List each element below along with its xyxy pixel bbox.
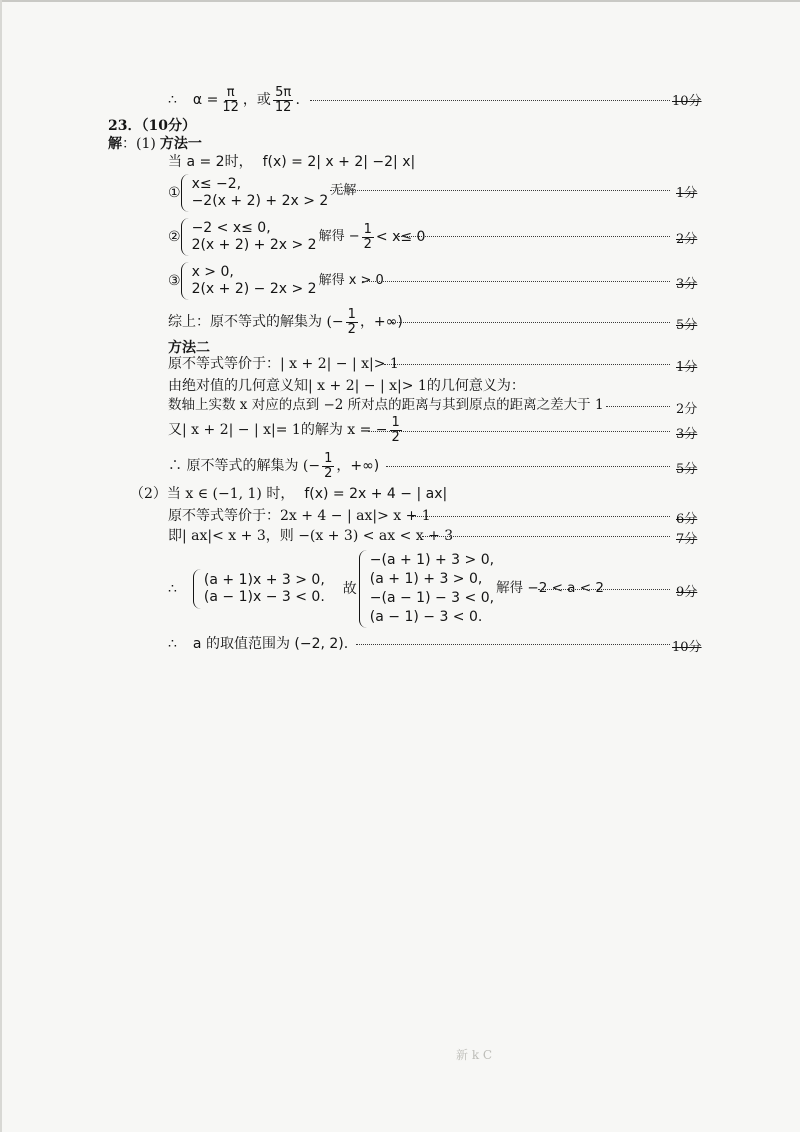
alpha-fraction-1: [220, 86, 241, 114]
inequality-system-1: (a + 1)x + 3 > 0, (a − 1)x − 3 < 0.: [193, 569, 325, 609]
inequality-system-2: −(a + 1) + 3 > 0, (a + 1) + 3 > 0, −(a − 1) − 3 < 0, (a − 1) − 3 < 0.: [359, 550, 494, 628]
score-mark: 5分: [676, 318, 698, 333]
score-mark: 5分: [676, 462, 698, 477]
case-result: 解得 x > 0: [318, 272, 384, 288]
hence-label: 故: [342, 580, 357, 597]
question-23-title: 23．（10分）: [108, 118, 196, 134]
leader-dots: [362, 281, 670, 282]
score-mark: 3分: [676, 277, 698, 292]
part2-line-3: 即| ax|< x + 3，则 −(x + 3) < ax < x + 3: [168, 528, 454, 544]
therefore-symbol: ∴: [168, 636, 177, 652]
brace-icon: [359, 550, 367, 628]
part1-label: ：(1): [122, 136, 156, 152]
method2-result-fraction: $\frac{1}{2}$: [324, 451, 333, 481]
alpha-equation: α =: [192, 92, 219, 109]
part2-result: 解得 −2 < a < 2: [496, 580, 604, 597]
function-definition: f(x) = 2| x + 2| −2| x|: [262, 154, 416, 170]
leader-dots: [310, 100, 670, 101]
brace-icon: [181, 262, 189, 300]
summary1-fraction: $\frac{1}{2}$: [347, 307, 356, 337]
method2-line-3: 数轴上实数 x 对应的点到 −2 所对点的距离与其到原点的距离之差大于 1: [168, 397, 604, 413]
page-edge-left: [0, 0, 2, 1132]
score-mark: 6分: [676, 512, 698, 527]
solution-label: 解: [108, 136, 122, 152]
inequality-system: x≤ −2, −2(x + 2) + 2x > 2: [181, 174, 329, 212]
leader-dots: [538, 589, 670, 590]
leader-dots: [422, 536, 670, 537]
part2-line-2: 原不等式等价于：2x + 4 − | ax|> x + 1: [168, 508, 431, 524]
handwritten-note: 新 k C: [456, 1048, 493, 1062]
case-number: ②: [168, 228, 181, 245]
alpha-fraction-2: [273, 86, 294, 114]
score-mark: 10分: [672, 640, 702, 655]
part2-line-1: （2）当 x ∈ (−1, 1) 时， f(x) = 2x + 4 − | ax|: [130, 486, 448, 502]
therefore-symbol: ∴: [168, 92, 177, 109]
score-mark: 10分: [672, 94, 702, 109]
summary-method1: 综上：原不等式的解集为 (− $\frac{1}{2}$ ，+∞): [168, 307, 403, 337]
leader-dots: [412, 516, 670, 517]
part2-function: f(x) = 2x + 4 − | ax|: [304, 486, 448, 502]
case-1: [168, 174, 356, 212]
score-mark: 9分: [676, 585, 698, 600]
therefore-symbol: ∴: [168, 580, 177, 597]
leader-dots: [356, 644, 670, 645]
case-2: [168, 218, 425, 256]
solution-part1-header: [108, 136, 202, 152]
fraction-denominator: 12: [274, 99, 292, 115]
inequality-system: x > 0, 2(x + 2) − 2x > 2: [181, 262, 317, 300]
score-mark: 2分: [676, 232, 698, 247]
score-mark: 2分: [676, 402, 698, 417]
fraction-numerator: π: [226, 85, 235, 100]
leader-dots: [330, 190, 670, 191]
method2-fraction: $\frac{1}{2}$: [391, 415, 400, 445]
score-mark: 7分: [676, 532, 698, 547]
brace-icon: [181, 218, 189, 256]
case-result-suffix: < x≤ 0: [375, 228, 426, 245]
method2-line-4: 又| x + 2| − | x|= 1的解为 x = − $\frac{1}{2}$: [168, 415, 400, 445]
score-mark: 1分: [676, 186, 698, 201]
method2-label: 方法二: [168, 340, 210, 356]
brace-icon: [181, 174, 189, 212]
method2-line-5: ∴ 原不等式的解集为 (− $\frac{1}{2}$ ，+∞): [168, 451, 380, 481]
case-result: 无解: [330, 182, 357, 198]
final-range: a 的取值范围为 (−2, 2).: [192, 636, 349, 652]
leader-dots: [398, 236, 670, 237]
case-result-prefix: 解得 −: [318, 228, 360, 244]
inequality-system: −2 < x≤ 0, 2(x + 2) + 2x > 2: [181, 218, 317, 256]
fraction-numerator: 5π: [275, 85, 292, 100]
when-a-equals-2: 当 a = 2时， f(x) = 2| x + 2| −2| x|: [168, 154, 416, 170]
fraction-denominator: 12: [222, 99, 239, 115]
leader-dots: [392, 322, 670, 323]
final-answer: [168, 636, 348, 652]
page-edge-top: [0, 0, 800, 2]
score-mark: 3分: [676, 427, 698, 442]
case2-fraction: $\frac{1}{2}$: [363, 221, 372, 252]
leader-dots: [384, 364, 670, 365]
alpha-line: [168, 86, 300, 114]
method1-label: 方法一: [159, 136, 202, 152]
alpha-period: .: [295, 92, 300, 109]
brace-icon: [193, 569, 201, 609]
case-number: ①: [168, 184, 181, 201]
score-mark: 1分: [676, 360, 698, 375]
alpha-or-text: ，或: [242, 92, 271, 109]
case-3: [168, 262, 384, 300]
method2-line-1: 原不等式等价于：| x + 2| − | x|> 1: [168, 356, 399, 372]
method2-line-2: 由绝对值的几何意义知| x + 2| − | x|> 1的几何意义为：: [168, 378, 525, 394]
leader-dots: [368, 431, 670, 432]
leader-dots: [386, 466, 670, 467]
leader-dots: [606, 406, 670, 407]
case-number: ③: [168, 272, 181, 289]
